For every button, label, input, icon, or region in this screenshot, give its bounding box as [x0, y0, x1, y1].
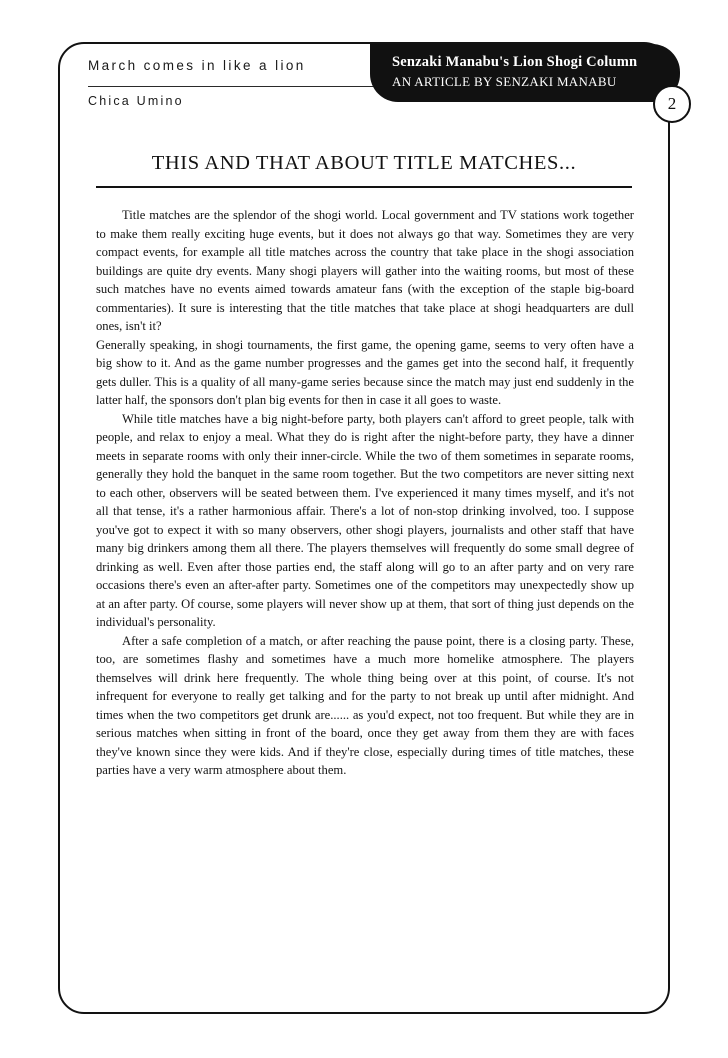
series-author: Chica Umino — [88, 94, 184, 108]
article-paragraph: Generally speaking, in shogi tournaments, the first game, the opening game, seems to very often have a big show to it. And as the game number progresses and the games get into the second half, it frequently gets duller. This is a quality of all many-game series because since the match may just end suddenly in the latter half, the sponsors don't plan big events for then in case it all goes to waste. — [96, 337, 634, 407]
article-paragraph: After a safe completion of a match, or after reaching the pause point, there is a closing party. These, too, are sometimes flashy and sometimes have a much more homelike atmosphere. The players themselves will drink here frequently. The whole thing being over at this point, of course. It's not infrequent for everyone to really get talking and for the party to not break up until after midnight. And times when the two competitors get drunk are...... as you'd expect, not too frequent. But while they are in serious matches when sitting in front of the board, once they get away from them they are with faces they've known since they were kids. And if they're close, especially during times of title matches, these parties have a very warm atmosphere about them. — [96, 633, 634, 777]
page-number: 2 — [653, 85, 691, 123]
article-body — [96, 206, 634, 780]
article-title: THIS AND THAT ABOUT TITLE MATCHES... — [151, 152, 577, 174]
series-title: March comes in like a lion — [88, 58, 306, 73]
column-banner — [370, 44, 680, 102]
article-paragraph: Title matches are the splendor of the shogi world. Local government and TV stations work together to make them really exciting huge events, but it does not always go that way. Sometimes they are very compact events, for example all title matches across the country that take place in the shogi association buildings are quite dry events. Many shogi players will gather into the waiting rooms, but most of these such matches have no events aimed towards amateur fans (with the exception of the staple big-board commentaries). It sure is interesting that the title matches that take place at shogi headquarters are dull ones, isn't it? — [96, 208, 634, 333]
column-banner-title: Senzaki Manabu's Lion Shogi Column — [392, 54, 638, 70]
column-banner-subtitle: AN ARTICLE BY SENZAKI MANABU — [392, 74, 617, 90]
article-title-divider — [96, 186, 632, 188]
article-paragraph: While title matches have a big night-before party, both players can't afford to greet people, talk with people, and relax to enjoy a meal. What they do is right after the night-before party, they have a dinner meets in separate rooms with only their inner-circle. While the two of them sometimes in separate rooms, generally they hold the banquet in the same room together. But the two competitors are never sitting next to each other, observers will be seated between them. I've experienced it many times myself, and it's not all that tense, it's a rather harmonious affair. There's a lot of non-stop drinking involved, too. I suppose you've got to expect it with so many observers, other shogi players, journalists and other staff that have many big drinkers among them all there. The players themselves will frequently do some small degree of drinking as well. Even after those parties end, the staff along will go to an after party and on very rare occasions there's even an after-after party. Sometimes one of the competitors may unexpectedly show up at an after party. Of course, some players will never show up at them, that sort of thing just depends on the individual's personality. — [96, 411, 634, 629]
